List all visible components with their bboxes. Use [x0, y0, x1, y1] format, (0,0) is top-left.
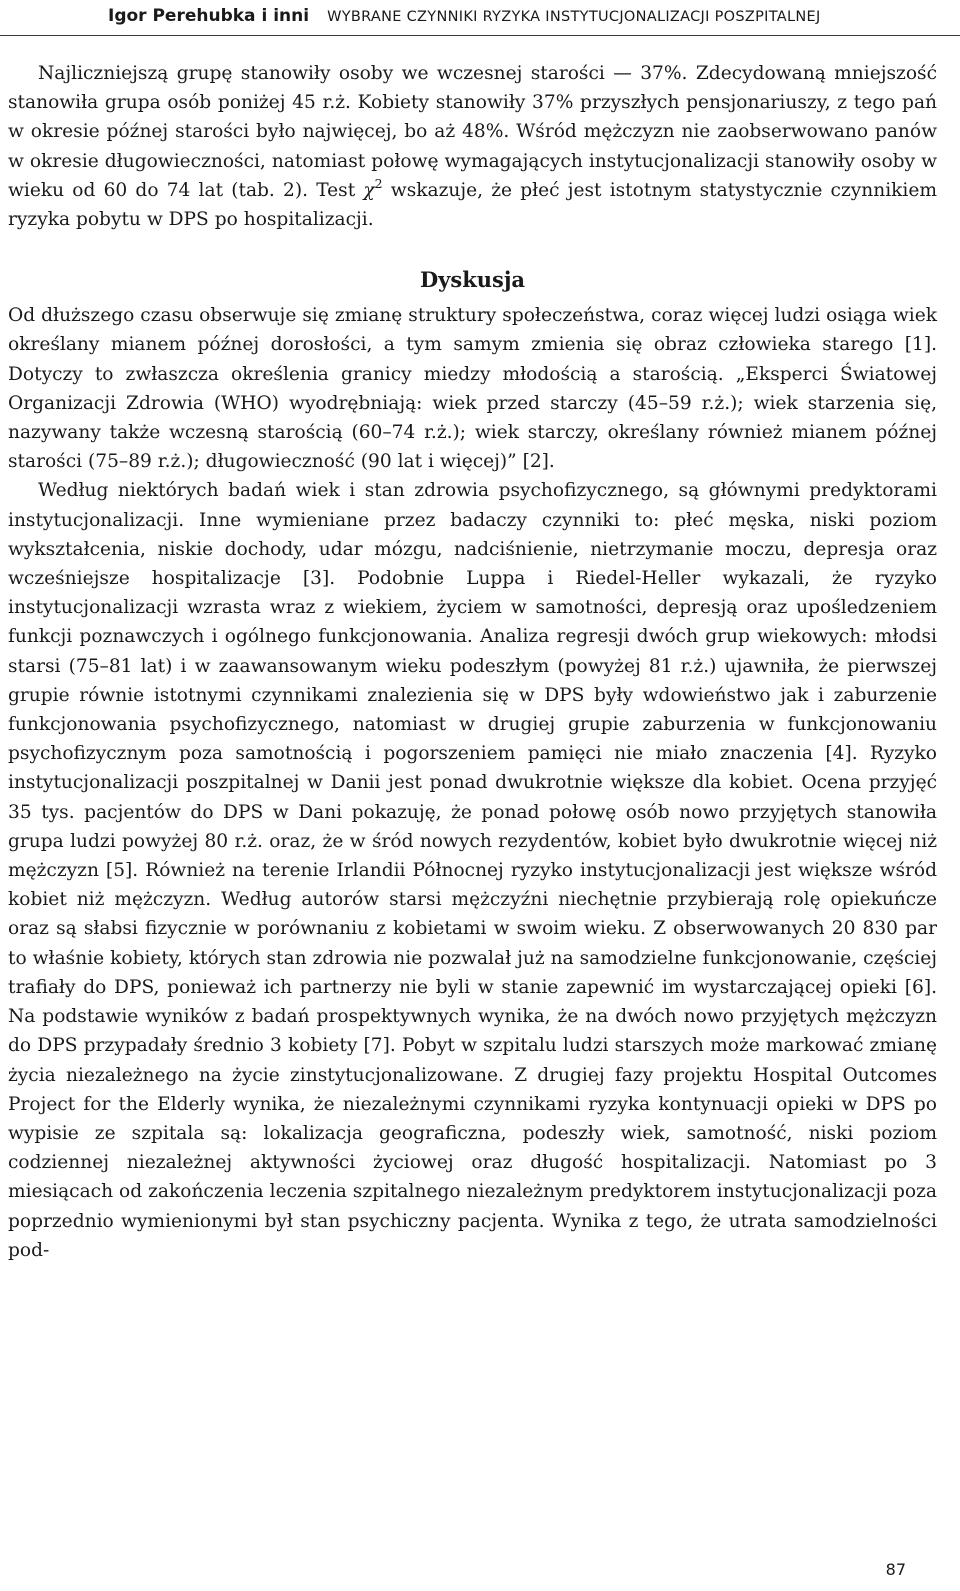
discussion-paragraph-1: Od dłuższego czasu obserwuje się zmianę struktury społeczeństwa, coraz więcej ludzi osiąga wiek określany mianem późnej dorosłości, a tym samym zmienia się obraz człowieka starego [1]. Dotyczy to zwłaszcza określenia granicy miedzy młodością a starością. „Eksperci Światowej Organizacji Zdrowia (WHO) wyodrębniają: wiek przed starczy (45–59 r.ż.); wiek starzenia się, nazywany także wczesną starością (60–74 r.ż.); wiek starczy, określany również mianem późnej starości (75–89 r.ż.); długowieczność (90 lat i więcej)” [2]. [8, 305, 937, 473]
chi-square-symbol: χ [363, 179, 375, 201]
results-text-before-chi: Najliczniejszą grupę stanowiły osoby we wczesnej starości — 37%. Zdecydowaną mniejszość stanowiła grupa osób poniżej 45 r.ż. Kobiety stanowiły 37% przyszłych pensjonariuszy, z tego pań w okresie późnej starości było najwięcej, bo aż 48%. Wśród mężczyzn nie zaobserwowano panów w okresie długowieczności, natomiast połowę wymagających instytucjonalizacji stanowiły osoby w wieku od 60 do 74 lat (tab. 2). Test [8, 63, 937, 201]
article-body [8, 59, 937, 1265]
page-number: 87 [885, 1560, 906, 1579]
discussion-paragraph-2: Według niektórych badań wiek i stan zdrowia psychofizycznego, są głównymi predyktorami instytucjonalizacji. Inne wymieniane przez badaczy czynniki to: płeć męska, niski poziom wykształcenia, niskie dochody, udar mózgu, nadciśnienie, nietrzymanie moczu, depresja oraz wcześniejsze hospitalizacje [3]. Podobnie Luppa i Riedel-Heller wykazali, że ryzyko instytucjonalizacji wzrasta wraz z wiekiem, życiem w samotności, depresją oraz upośledzeniem funkcji poznawczych i ogólnego funkcjonowania. Analiza regresji dwóch grup wiekowych: młodsi starsi (75–81 lat) i w zaawansowanym wieku podeszłym (powyżej 81 r.ż.) ujawniła, że pierwszej grupie równie istotnymi czynnikami znalezienia się w DPS były wdowieństwo jak i zaburzenie funkcjonowania psychofizycznego, natomiast w drugiej grupie zaburzenia w funkcjonowaniu psychofizycznym poza samotnością i pogorszeniem pamięci nie miało znaczenia [4]. Ryzyko instytucjonalizacji poszpitalnej w Danii jest ponad dwukrotnie większe dla kobiet. Ocena przyjęć 35 tys. pacjentów do DPS w Dani pokazuję, że ponad połowę osób nowo przyjętych stanowiła grupa ludzi powyżej 80 r.ż. oraz, że w śród nowych rezydentów, kobiet było dwukrotnie więcej niż mężczyzn [5]. Również na terenie Irlandii Północnej ryzyko instytucjonalizacji jest większe wśród kobiet niż mężczyzn. Według autorów starsi mężczyźni niechętnie przybierają rolę opiekuńcze oraz są słabsi fizycznie w porównaniu z kobietami w swoim wieku. Z obserwowanych 20 830 par to właśnie kobiety, których stan zdrowia nie pozwalał już na samodzielne funkcjonowanie, częściej trafiały do DPS, ponieważ ich partnerzy nie byli w stanie zapewnić im wystarczającej opieki [6]. Na podstawie wyników z badań prospektywnych wynika, że na dwóch nowo przyjętych mężczyzn do DPS przypadały średnio 3 kobiety [7]. Pobyt w szpitalu ludzi starszych może markować zmianę życia niezależnego na życie zinstytucjonalizowane. Z drugiej fazy projektu Hospital Outcomes Project for the Elderly wynika, że niezależnymi czynnikami ryzyka kontynuacji opieki w DPS po wypisie ze szpitala są: lokalizacja geograficzna, podeszły wiek, samotność, niski poziom codziennej niezależnej aktywności życiowej oraz długość hospitalizacji. Natomiast po 3 miesiącach od zakończenia leczenia szpitalnego niezależnym predyktorem instytucjonalizacji poza poprzednio wymienionymi był stan psychiczny pacjenta. Wynika z tego, że utrata samodzielności pod- [8, 480, 937, 1261]
header-rule [0, 35, 960, 36]
running-header [108, 6, 960, 32]
section-heading-discussion: Dyskusja [419, 267, 526, 293]
results-text-after-chi: wskazuje, że płeć jest istotnym statystycznie czynnikiem ryzyka pobytu w DPS po hospitalizacji. [8, 179, 937, 231]
header-article-title: WYBRANE CZYNNIKI RYZYKA INSTYTUCJONALIZACJI POSZPITALNEJ [327, 9, 821, 25]
results-paragraph [8, 59, 937, 234]
header-authors: Igor Perehubka i inni [108, 6, 310, 26]
chi-square-superscript: 2 [374, 175, 383, 191]
